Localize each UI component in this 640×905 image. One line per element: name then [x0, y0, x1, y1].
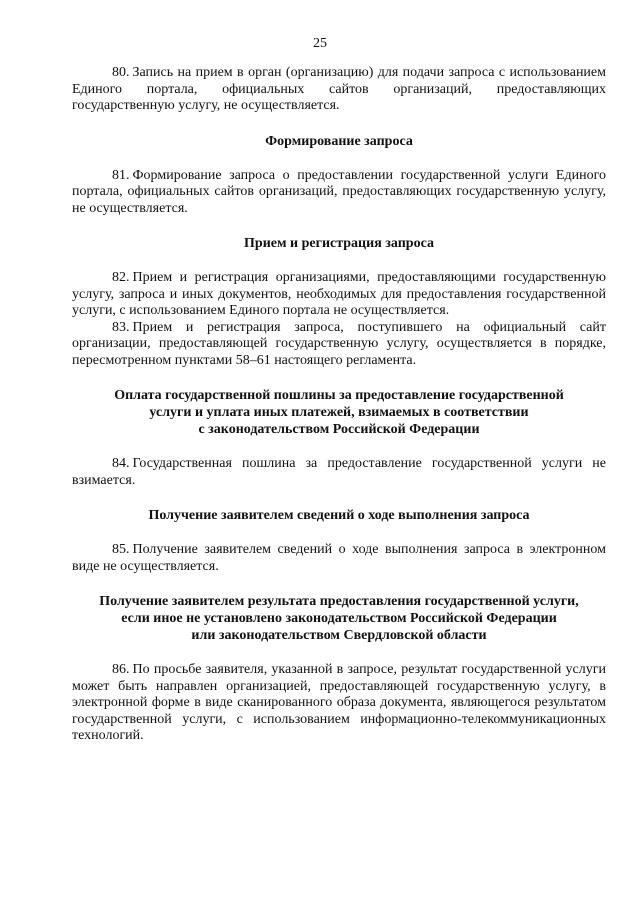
- paragraph-number: 84.: [112, 456, 130, 471]
- heading-line: Оплата государственной пошлины за предоставление государственной: [114, 388, 564, 403]
- paragraph-84: [72, 456, 606, 489]
- paragraph-text: Формирование запроса о предоставлении государственной услуги Единого портала, официальных сайтов организаций, предоставляющих государственную услугу, не осуществляется.: [72, 167, 606, 216]
- heading-line: Формирование запроса: [265, 133, 413, 149]
- heading-line: или законодательством Свердловской области: [191, 628, 487, 643]
- paragraph-82: [72, 270, 606, 320]
- document-body: [72, 65, 606, 745]
- heading-line: с законодательством Российской Федерации: [198, 422, 480, 437]
- paragraph-number: 80.: [112, 65, 130, 80]
- section-heading-state-fee: [72, 387, 606, 438]
- paragraph-number: 86.: [112, 662, 130, 677]
- heading-line: Получение заявителем результата предоставления государственной услуги,: [99, 594, 579, 609]
- section-heading-request-registration: [72, 235, 606, 252]
- heading-line: услуги и уплата иных платежей, взимаемых в соответствии: [149, 405, 529, 420]
- paragraph-number: 81.: [112, 167, 130, 183]
- paragraph-text: Получение заявителем сведений о ходе выполнения запроса в электронном виде не осуществляется.: [72, 542, 606, 574]
- section-heading-request-status: [72, 507, 606, 524]
- paragraph-text: Запись на прием в орган (организацию) для подачи запроса с использованием Единого портала, официальных сайтов организаций, предоставляющих государственную услугу, не осуществляется.: [72, 65, 606, 113]
- heading-line: если иное не установлено законодательством Российской Федерации: [121, 611, 557, 626]
- heading-line: Прием и регистрация запроса: [244, 236, 434, 251]
- paragraph-86: [72, 662, 606, 745]
- paragraph-85: [72, 542, 606, 575]
- paragraph-83: [72, 320, 606, 370]
- section-heading-service-result: [72, 593, 606, 644]
- heading-line: Получение заявителем сведений о ходе выполнения запроса: [148, 508, 530, 523]
- paragraph-number: 85.: [112, 542, 130, 557]
- paragraph-number: 83.: [112, 319, 130, 335]
- section-heading-request-formation: [72, 133, 606, 150]
- paragraph-text: По просьбе заявителя, указанной в запросе, результат государственной услуги может быть направлен организацией, предоставляющей государственную услугу, в электронной форме в виде сканированного образа документа, являющегося результатом государственной услуги, с использованием информационно-телекоммуникационных технологий.: [72, 662, 606, 743]
- paragraph-text: Государственная пошлина за предоставление государственной услуги не взимается.: [72, 456, 606, 488]
- paragraph-number: 82.: [112, 270, 130, 285]
- paragraph-text: Прием и регистрация запроса, поступившего на официальный сайт организации, предоставляющей государственную услугу, осуществляется в порядке, пересмотренном пунктами 58–61 настоящего регламента.: [72, 319, 606, 368]
- paragraph-81: [72, 168, 606, 218]
- paragraph-80: [72, 65, 606, 115]
- page-number: 25: [313, 36, 327, 51]
- paragraph-text: Прием и регистрация организациями, предоставляющими государственную услугу, запроса и иных документов, необходимых для предоставления государственной услуги, с использованием Единого портала не осуществляется.: [72, 270, 606, 318]
